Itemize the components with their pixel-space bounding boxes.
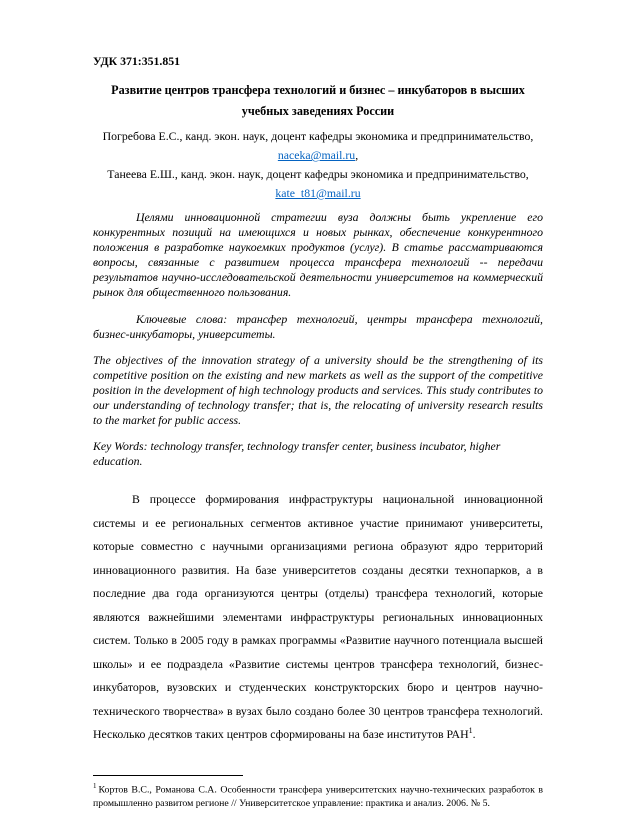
authors-block (93, 127, 543, 203)
footnote-marker: 1 (93, 781, 97, 790)
udc-classification: УДК 371:351.851 (93, 54, 181, 68)
footnote-separator (93, 775, 243, 776)
body-text-final-period: . (472, 727, 476, 741)
keywords-russian: Ключевые слова: трансфер технологий, центры трансфера технологий, бизнес-инкубаторы, университеты. (93, 312, 543, 341)
body-text: В процессе формирования инфраструктуры национальной инновационной системы и ее региональных сегментов активное участие принимают университеты, которые совместно с научными организациями региона образуют ядро территорий инновационного развития. На базе университетов созданы десятки технопарков, а в последние два года организуются центры (отделы) трансфера технологий, которые являются важнейшими элементами инфраструктуры региональных инновационных систем. Только в 2005 году в рамках программы «Развитие научного потенциала высшей школы» и ее подраздела «Развитие системы центров трансфера технологий, бизнес-инкубаторов, вузовских и студенческих конструкторских бюро и центров научно-технического творчества» в вузах было создано более 30 центров трансфера технологий. Несколько десятков таких центров сформированы на базе институтов РАН (93, 492, 543, 741)
footnote-citation: Кортов В.С., Романова С.А. Особенности трансфера университетских научно-технических разработок в промышленно развитом регионе // Университетское управление: практика и анализ. 2006. № 5. (93, 784, 543, 809)
author-line-1 (93, 127, 543, 165)
footnote-reference: 1 (468, 726, 473, 736)
author-1-trailing-comma: , (355, 148, 359, 162)
abstract-russian: Целями инновационной стратегии вуза должны быть укрепление его конкурентных позиций на имеющихся и новых рынках, обеспечение конкурентного положения в разработке наукоемких продуктов (услуг). В статье рассматриваются вопросы, связанные с развитием процесса трансфера технологий -- передачи результатов научно-исследовательской деятельности университетов на коммерческий рынок для общественного пользования. (93, 210, 543, 299)
author-1-email-link[interactable]: naceka@mail.ru (277, 148, 356, 162)
author-2-info: Танеева Е.Ш., канд. экон. наук, доцент кафедры экономика и предпринимательство, (107, 167, 529, 181)
body-paragraph (93, 488, 543, 747)
author-2-email-link[interactable]: kate_t81@mail.ru (275, 186, 361, 200)
abstract-english: The objectives of the innovation strategy of a university should be the strengthening of its competitive position on the existing and new markets as well as the support of the competitive position in the development of high technology products and services. This study contributes to our understanding of technology transfer; that is, the relocating of university research results to the market for public access. (93, 353, 543, 427)
footnote-text (93, 780, 543, 810)
paper-title: Развитие центров трансфера технологий и бизнес – инкубаторов в высших учебных заведениях России (111, 83, 525, 118)
author-line-2 (93, 165, 543, 203)
footnote-section (93, 769, 543, 810)
keywords-english: Key Words: technology transfer, technology transfer center, business incubator, higher education. (93, 439, 501, 468)
author-1-info: Погребова Е.С., канд. экон. наук, доцент кафедры экономика и предпринимательство, (102, 129, 534, 143)
